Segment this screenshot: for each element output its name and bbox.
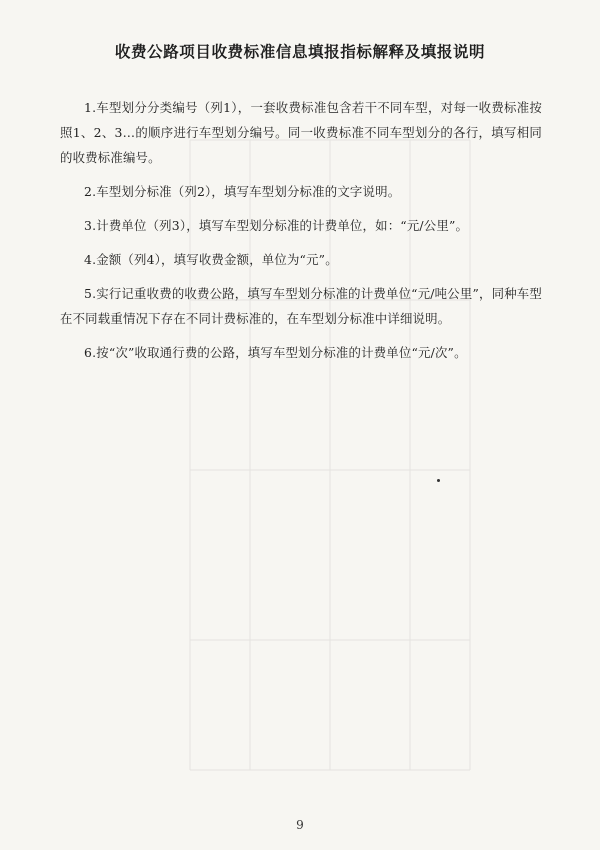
scan-speck: [437, 479, 440, 482]
page-number: 9: [296, 818, 304, 832]
instruction-item-5: 5.实行记重收费的收费公路，填写车型划分标准的计费单位“元/吨公里”，同种车型在不同载重情况下存在不同计费标准的，在车型划分标准中详细说明。: [60, 286, 542, 326]
instruction-item-3: 3.计费单位（列3），填写车型划分标准的计费单位，如：“元/公里”。: [84, 218, 469, 233]
instruction-item-1: 1.车型划分分类编号（列1），一套收费标准包含若干不同车型，对每一收费标准按照1、2、3…的顺序进行车型划分编号。同一收费标准不同车型划分的各行，填写相同的收费标准编号。: [60, 100, 542, 165]
instruction-item-4: 4.金额（列4），填写收费金额，单位为“元”。: [84, 252, 338, 267]
document-title: 收费公路项目收费标准信息填报指标解释及填报说明: [114, 43, 486, 61]
instructions-list: [60, 95, 542, 374]
instruction-item-2: 2.车型划分标准（列2），填写车型划分标准的文字说明。: [84, 184, 401, 199]
instruction-item-6: 6.按“次”收取通行费的公路，填写车型划分标准的计费单位“元/次”。: [84, 345, 467, 360]
